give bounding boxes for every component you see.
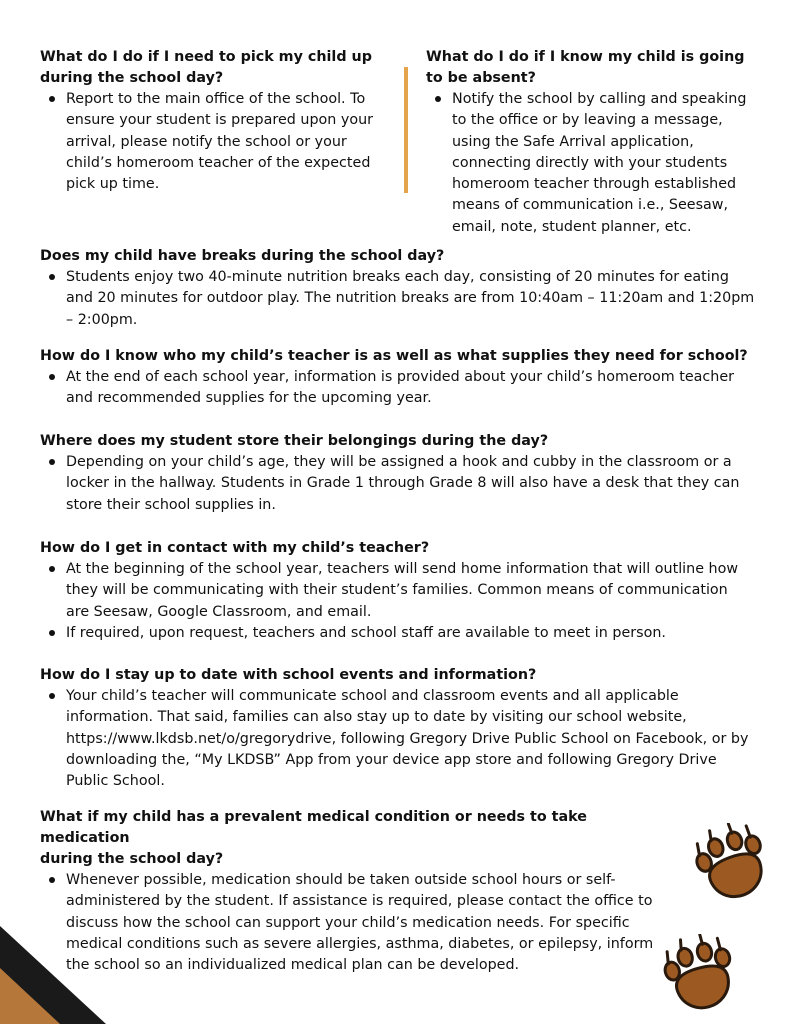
column-divider xyxy=(404,67,408,193)
answer-list xyxy=(426,89,761,238)
question-line: during the school day? xyxy=(40,851,224,867)
faq-medical xyxy=(40,807,660,976)
bear-paw-icon xyxy=(692,823,772,903)
faq-question-events: How do I stay up to date with school events and information? xyxy=(40,667,537,683)
faq-question-belongings: Where does my student store their belongings during the day? xyxy=(40,433,549,449)
question-line: What do I do if I need to pick my child up xyxy=(40,49,372,65)
bear-paw-icon xyxy=(660,934,740,1014)
answer-bullet: Notify the school by calling and speaking to the office or by leaving a message, using the Safe Arrival application, connecting directly with your students homeroom teacher through established means of communication i.e., Seesaw, email, note, student planner, etc. xyxy=(426,89,761,238)
faq-question-breaks: Does my child have breaks during the school day? xyxy=(40,248,445,264)
faq-breaks xyxy=(40,246,755,331)
question-line: What if my child has a prevalent medical condition or needs to take medication xyxy=(40,809,587,846)
answer-list xyxy=(40,367,755,410)
faq-events xyxy=(40,665,755,792)
answer-bullet: Whenever possible, medication should be taken outside school hours or self-administered by the student. If assistance is required, please contact the office to discuss how the school can support your child’s medication needs. For specific medical conditions such as severe allergies, asthma, diabetes, or epilepsy, inform the school so an individualized medical plan can be developed. xyxy=(40,870,660,976)
answer-bullet: Depending on your child’s age, they will be assigned a hook and cubby in the classroom or a locker in the hallway. Students in Grade 1 through Grade 8 will also have a desk that they can store their school supplies in. xyxy=(40,452,755,516)
question-line: during the school day? xyxy=(40,70,224,86)
answer-list xyxy=(40,267,755,331)
faq-question-pickup xyxy=(40,47,390,89)
faq-absent xyxy=(426,47,761,238)
faq-belongings xyxy=(40,431,755,516)
answer-bullet: At the end of each school year, information is provided about your child’s homeroom teacher and recommended supplies for the upcoming year. xyxy=(40,367,755,410)
faq-pickup xyxy=(40,47,390,195)
answer-bullet: If required, upon request, teachers and school staff are available to meet in person. xyxy=(40,623,755,644)
answer-list xyxy=(40,870,660,976)
faq-question-medical xyxy=(40,807,660,870)
answer-list xyxy=(40,686,755,792)
question-line: What do I do if I know my child is going xyxy=(426,49,745,65)
faq-teacher xyxy=(40,346,755,410)
corner-triangle-decoration xyxy=(0,924,110,1024)
faq-question-teacher: How do I know who my child’s teacher is as well as what supplies they need for school? xyxy=(40,348,748,364)
answer-bullet: At the beginning of the school year, teachers will send home information that will outline how they will be communicating with their student’s families. Common means of communication are Seesaw, Google Classroom, and email. xyxy=(40,559,755,623)
answer-list xyxy=(40,559,755,644)
answer-bullet: Your child’s teacher will communicate school and classroom events and all applicable information. That said, families can also stay up to date by visiting our school website, https://www.lkdsb.net/o/gregorydrive, following Gregory Drive Public School on Facebook, or by downloading the, “My LKDSB” App from your device app store and following Gregory Drive Public School. xyxy=(40,686,755,792)
answer-list xyxy=(40,89,390,195)
question-line: to be absent? xyxy=(426,70,536,86)
answer-bullet: Report to the main office of the school. To ensure your student is prepared upon your arrival, please notify the school or your child’s homeroom teacher of the expected pick up time. xyxy=(40,89,390,195)
faq-question-contact: How do I get in contact with my child’s teacher? xyxy=(40,540,430,556)
faq-contact xyxy=(40,538,755,644)
answer-list xyxy=(40,452,755,516)
faq-question-absent xyxy=(426,47,761,89)
answer-bullet: Students enjoy two 40-minute nutrition breaks each day, consisting of 20 minutes for eating and 20 minutes for outdoor play. The nutrition breaks are from 10:40am – 11:20am and 1:20pm – 2:00pm. xyxy=(40,267,755,331)
